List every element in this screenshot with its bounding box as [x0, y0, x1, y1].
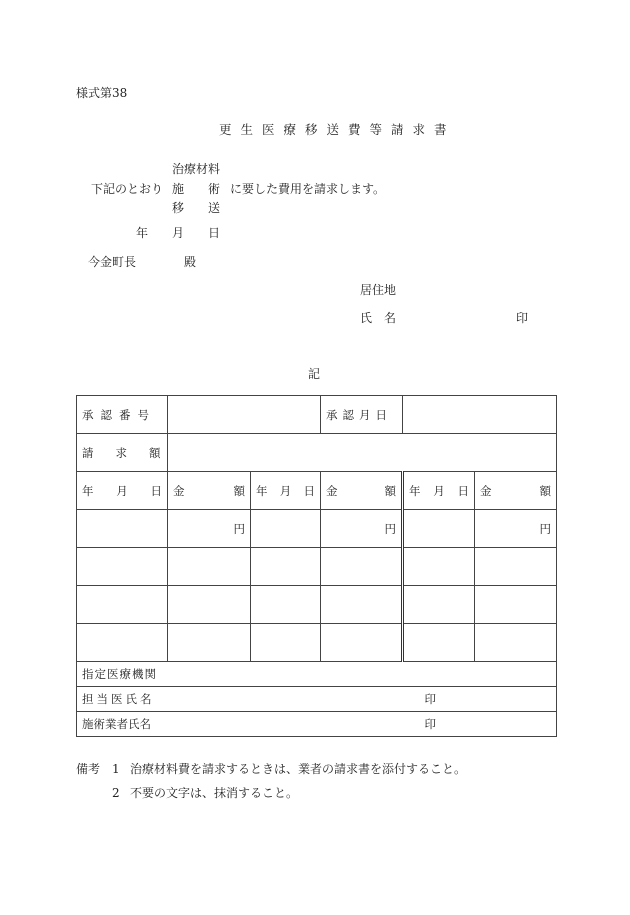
amount-cell[interactable] [168, 586, 251, 624]
amount-cell[interactable]: 円 [321, 510, 403, 548]
option-treatment-2: 術 [208, 182, 221, 196]
date-cell[interactable] [77, 548, 168, 586]
intro-suffix: に要した費用を請求します。 [230, 182, 386, 196]
date-cell[interactable] [403, 586, 475, 624]
table-row [77, 586, 557, 624]
recipient-honorific: 殿 [184, 255, 197, 269]
amount-cell[interactable] [321, 624, 403, 662]
date-cell[interactable] [77, 510, 168, 548]
practitioner-row [77, 712, 557, 737]
col-date-2: 年 月 日 [251, 472, 321, 510]
col-date-1: 年 月 日 [77, 472, 168, 510]
note-2-text: 不要の文字は、抹消すること。 [130, 786, 299, 800]
table-row [77, 624, 557, 662]
option-transport-2: 送 [208, 201, 221, 215]
attending-doctor-field[interactable] [168, 687, 557, 712]
practitioner-seal: 印 [424, 717, 436, 731]
date-month: 月 [172, 226, 185, 240]
date-cell[interactable] [251, 586, 321, 624]
date-cell[interactable] [403, 548, 475, 586]
col-amount-1: 金 額 [168, 472, 251, 510]
institution-row [77, 662, 557, 687]
applicant-seal: 印 [516, 311, 529, 325]
attending-doctor-label: 担当医氏名 [77, 687, 168, 712]
amount-cell[interactable]: 円 [475, 510, 557, 548]
approval-number-field[interactable] [168, 396, 321, 434]
claim-amount-field[interactable] [168, 434, 557, 472]
name-label-1: 氏 [360, 311, 373, 325]
form-number: 様式第38 [76, 86, 128, 100]
column-header-row [77, 472, 557, 510]
ki-heading: 記 [308, 367, 321, 381]
date-cell[interactable] [403, 510, 475, 548]
doctor-seal: 印 [424, 692, 436, 706]
date-year: 年 [136, 226, 149, 240]
practitioner-label: 施術業者氏名 [77, 712, 168, 737]
amount-cell[interactable] [321, 548, 403, 586]
notes-label: 備考 [76, 762, 101, 776]
approval-date-label: 承認月日 [321, 396, 403, 434]
option-treatment-1: 施 [172, 182, 185, 196]
col-date-3: 年 月 日 [403, 472, 475, 510]
note-1-text: 治療材料費を請求するときは、業者の請求書を添付すること。 [130, 762, 467, 776]
claim-table [76, 395, 557, 737]
name-label-2: 名 [384, 311, 397, 325]
designated-institution-field[interactable] [168, 662, 557, 687]
option-treatment-materials: 治療材料 [172, 162, 221, 176]
approval-number-label: 承認番号 [77, 396, 168, 434]
doctor-row [77, 687, 557, 712]
amount-cell[interactable] [475, 586, 557, 624]
table-row [77, 510, 557, 548]
page-title: 更生医療移送費等請求書 [219, 122, 456, 137]
col-amount-2: 金 額 [321, 472, 403, 510]
date-cell[interactable] [77, 624, 168, 662]
amount-cell[interactable] [475, 548, 557, 586]
note-1-number: 1 [112, 762, 120, 776]
approval-date-field[interactable] [403, 396, 557, 434]
table-row [77, 548, 557, 586]
date-cell[interactable] [403, 624, 475, 662]
recipient-name: 今金町長 [88, 255, 137, 269]
intro-prefix: 下記のとおり [91, 182, 164, 196]
date-cell[interactable] [251, 548, 321, 586]
date-day: 日 [208, 226, 221, 240]
amount-cell[interactable] [168, 624, 251, 662]
date-cell[interactable] [251, 624, 321, 662]
amount-cell[interactable] [475, 624, 557, 662]
date-cell[interactable] [77, 586, 168, 624]
amount-cell[interactable] [168, 548, 251, 586]
date-cell[interactable] [251, 510, 321, 548]
option-transport-1: 移 [172, 201, 185, 215]
address-label: 居住地 [360, 283, 397, 297]
practitioner-field[interactable] [168, 712, 557, 737]
col-amount-3: 金 額 [475, 472, 557, 510]
note-2-number: 2 [112, 786, 120, 800]
approval-row [77, 396, 557, 434]
amount-cell[interactable] [321, 586, 403, 624]
designated-institution-label: 指定医療機関 [77, 662, 168, 687]
amount-cell[interactable]: 円 [168, 510, 251, 548]
claim-amount-row [77, 434, 557, 472]
claim-amount-label: 請求額 [77, 434, 168, 472]
